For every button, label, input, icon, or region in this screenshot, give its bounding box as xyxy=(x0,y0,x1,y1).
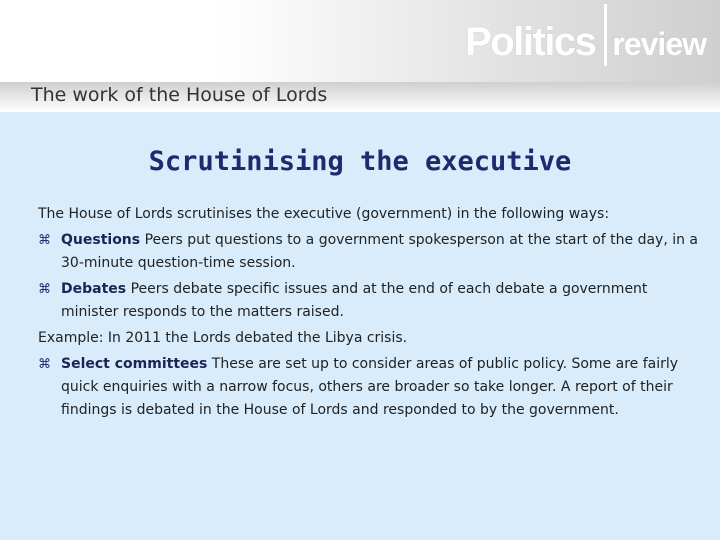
example-text: Example: In 2011 the Lords debated the Libya crisis. xyxy=(38,330,408,346)
slide-subtitle: The work of the House of Lords xyxy=(31,84,328,106)
item-term: Questions xyxy=(61,232,141,248)
item-term: Debates xyxy=(61,281,127,297)
politics-review-logo xyxy=(465,0,706,66)
bullet-icon: ⌘ xyxy=(38,233,51,248)
item-term: Select committees xyxy=(61,356,208,372)
header-banner xyxy=(0,0,720,82)
list-item-select-committees xyxy=(38,353,698,422)
item-text: Peers debate specific issues and at the end of each debate a government minister responds to the matters raised. xyxy=(61,281,648,320)
logo-divider xyxy=(604,4,607,66)
item-text: These are set up to consider areas of public policy. Some are fairly quick enquiries with a narrow focus, others are broader so take longer. A report of their findings is debated in the House of Lords and responded to by the government. xyxy=(61,356,679,418)
logo-sub-text: review xyxy=(612,26,706,62)
list-item-debates xyxy=(38,278,698,324)
intro-text: The House of Lords scrutinises the executive (government) in the following ways: xyxy=(38,206,610,222)
item-text: Peers put questions to a government spokesperson at the start of the day, in a 30-minute question-time session. xyxy=(61,232,699,271)
bullet-icon: ⌘ xyxy=(38,282,51,297)
bullet-icon: ⌘ xyxy=(38,357,51,372)
slide-body xyxy=(38,203,698,425)
slide-title: Scrutinising the executive xyxy=(148,146,572,177)
logo-main-text: Politics xyxy=(465,20,596,64)
list-item-questions xyxy=(38,229,698,275)
